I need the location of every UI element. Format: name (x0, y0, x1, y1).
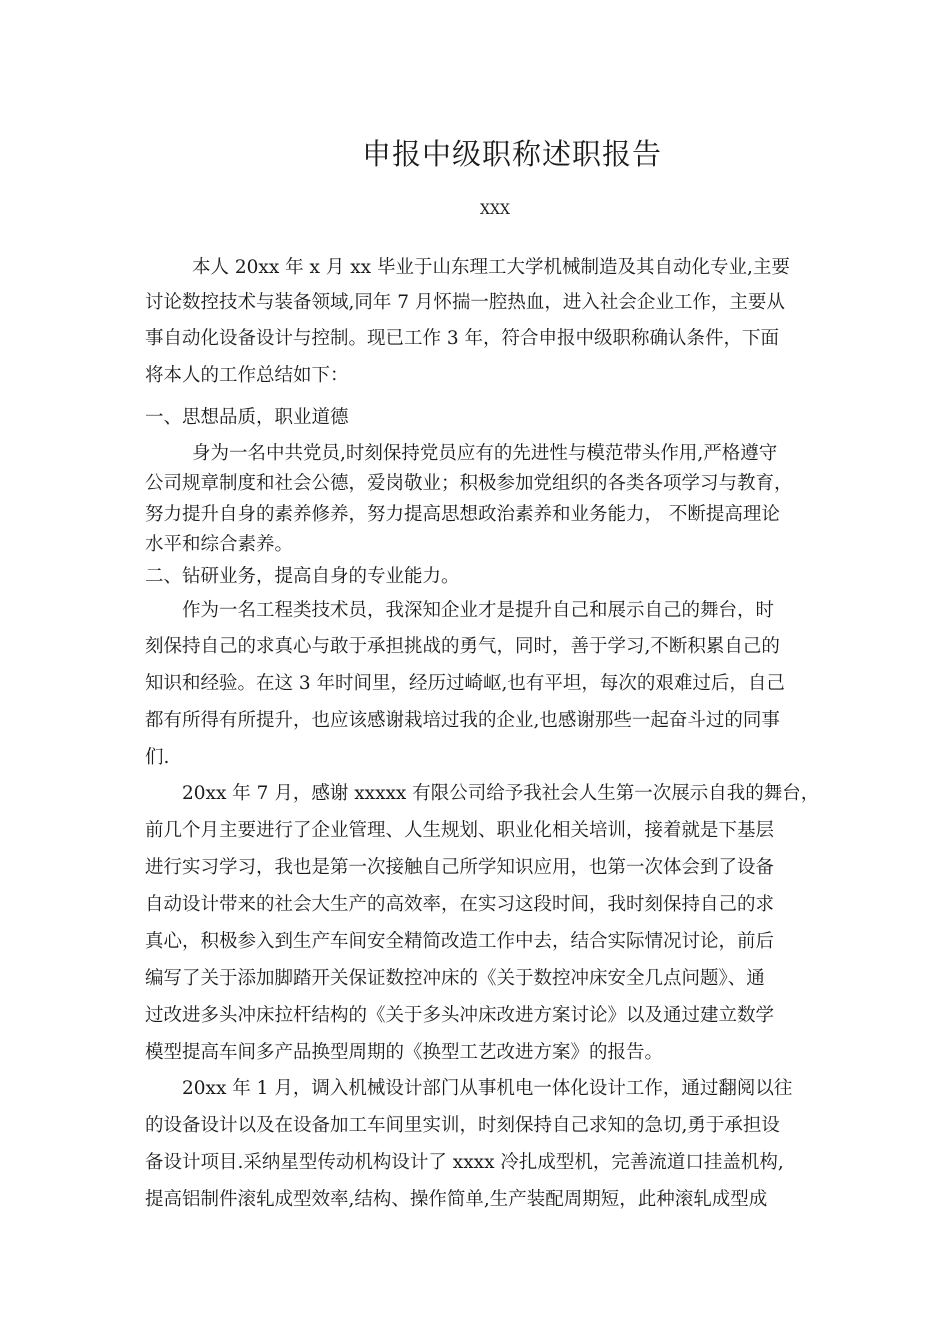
body-line: 将本人的工作总结如下： (145, 365, 349, 386)
body-line: 自动设计带来的社会大生产的高效率，在实习这段时间，我时刻保持自己的求 (145, 894, 775, 915)
body-line: 知识和经验。在这 3 年时间里，经历过崎岖,也有平坦，每次的艰难过后，自己 (145, 673, 785, 694)
body-line: 过改进多头冲床拉杆结构的《关于多头冲床改进方案讨论》以及通过建立数学 (145, 1005, 775, 1026)
body-line: 事自动化设备设计与控制。现已工作 3 年，符合申报中级职称确认条件，下面 (145, 328, 780, 349)
section-heading: 一、思想品质，职业道德 (145, 407, 349, 428)
body-line: 讨论数控技术与装备领域,同年 7 月怀揣一腔热血，进入社会企业工作，主要从 (145, 292, 785, 313)
body-line: 提高铝制件滚轧成型效率,结构、操作简单,生产装配周期短，此种滚轧成型成 (145, 1189, 768, 1210)
body-line: 水平和综合素养。 (145, 534, 294, 555)
body-line: 身为一名中共党员,时刻保持党员应有的先进性与模范带头作用,严格遵守 (192, 443, 778, 464)
body-line: 真心，积极参入到生产车间安全精简改造工作中去，结合实际情况讨论，前后 (145, 931, 775, 952)
body-line: 编写了关于添加脚踏开关保证数控冲床的《关于数控冲床安全几点问题》、通 (145, 968, 765, 989)
body-line: 20xx 年 1 月，调入机械设计部门从事机电一体化设计工作，通过翻阅以往 (182, 1078, 793, 1099)
body-line: 刻保持自己的求真心与敢于承担挑战的勇气，同时，善于学习,不断积累自己的 (145, 636, 780, 657)
body-line: 都有所得有所提升，也应该感谢栽培过我的企业,也感谢那些一起奋斗过的同事 (145, 710, 780, 731)
body-line: 本人 20xx 年 x 月 xx 毕业于山东理工大学机械制造及其自动化专业,主要 (192, 257, 790, 278)
page-title: 申报中级职称述职报告 (361, 137, 662, 171)
body-line: 们. (145, 747, 170, 768)
body-line: 公司规章制度和社会公德，爱岗敬业；积极参加党组织的各类各项学习与教育， (145, 473, 793, 494)
body-line: 的设备设计以及在设备加工车间里实训，时刻保持自己求知的急切,勇于承担设 (145, 1115, 780, 1136)
body-line: 努力提升自身的素养修养，努力提高思想政治素养和业务能力， 不断提高理论 (145, 504, 780, 525)
author-name: XXX (480, 202, 510, 218)
body-line: 进行实习学习，我也是第一次接触自己所学知识应用，也第一次体会到了设备 (145, 857, 775, 878)
body-line: 20xx 年 7 月，感谢 xxxxx 有限公司给予我社会人生第一次展示自我的舞台， (182, 783, 820, 804)
body-line: 前几个月主要进行了企业管理、人生规划、职业化相关培训，接着就是下基层 (145, 820, 775, 841)
body-line: 模型提高车间多产品换型周期的《换型工艺改进方案》的报告。 (145, 1042, 664, 1063)
section-heading: 二、钻研业务，提高自身的专业能力。 (145, 566, 460, 587)
body-line: 作为一名工程类技术员，我深知企业才是提升自己和展示自己的舞台，时 (182, 600, 775, 621)
body-line: 备设计项目.采纳星型传动机构设计了 xxxx 冷扎成型机，完善流道口挂盖机构, (145, 1152, 784, 1173)
